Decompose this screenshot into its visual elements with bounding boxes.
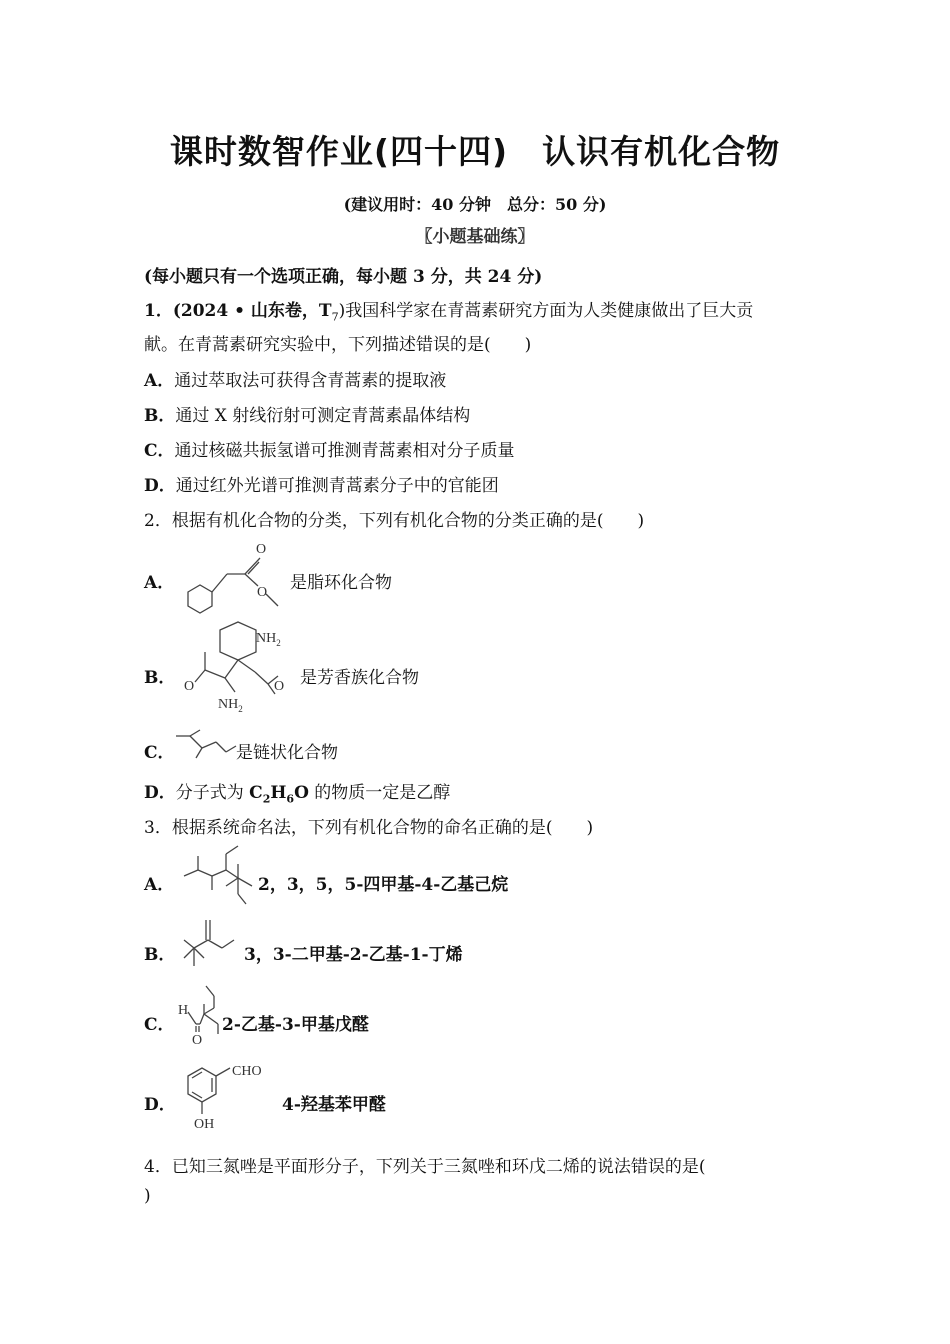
- q3-b-structure: [180, 918, 242, 972]
- q4-stem-end: ): [144, 1186, 151, 1206]
- q3-c-label: C．: [144, 1015, 175, 1035]
- q1-option-d: D．通过红外光谱可推测青蒿素分子中的官能团: [144, 476, 499, 496]
- section-heading: 〖小题基础练〗: [415, 227, 535, 247]
- q2-b-atom-o-left: O: [184, 679, 195, 694]
- q2-c-label: C．: [144, 743, 175, 763]
- q3-d-text: 4-羟基苯甲醛: [282, 1095, 386, 1115]
- q2-b-nh2-top: $NH_2$: [256, 631, 281, 648]
- q3-b-label: B．: [144, 945, 176, 965]
- q3-a-label: A．: [144, 875, 175, 895]
- q1-option-a: A．通过萃取法可获得含青蒿素的提取液: [144, 371, 447, 391]
- q2-a-structure: [180, 536, 290, 616]
- q2-b-label: B．: [144, 668, 176, 688]
- instruction: (每小题只有一个选项正确，每小题 3 分，共 24 分): [144, 267, 543, 287]
- q2-b-atom-o-right: O: [274, 679, 285, 694]
- q4-stem: 4．已知三氮唑是平面形分子，下列关于三氮唑和环戊二烯的说法错误的是(: [144, 1157, 706, 1177]
- q2-a-atom-o1: O: [256, 542, 267, 557]
- q2-b-text: 是芳香族化合物: [300, 668, 419, 688]
- q3-d-structure: [180, 1056, 280, 1134]
- q3-c-atom-o: O: [192, 1033, 203, 1046]
- q3-stem: 3．根据系统命名法，下列有机化合物的命名正确的是( ): [144, 818, 594, 838]
- q3-a-text: 2，3，5，5-四甲基-4-乙基己烷: [258, 875, 509, 895]
- q2-a-label: A．: [144, 573, 175, 593]
- q2-c-structure: [172, 728, 238, 762]
- q1-stem-line2: 献。在青蒿素研究实验中，下列描述错误的是( ): [144, 335, 532, 355]
- q1-option-b: B．通过 X 射线衍射可测定青蒿素晶体结构: [144, 406, 471, 426]
- page-title: 课时数智作业(四十四) 认识有机化合物: [169, 132, 781, 171]
- q3-c-text: 2-乙基-3-甲基戊醛: [222, 1015, 369, 1035]
- q2-a-text: 是脂环化合物: [290, 573, 392, 593]
- q3-c-structure: [176, 982, 226, 1046]
- q3-c-atom-h: H: [178, 1003, 189, 1018]
- q2-b-structure: [180, 620, 300, 715]
- q2-b-nh2-bottom: $NH_2$: [218, 697, 243, 714]
- q3-d-oh: OH: [194, 1117, 215, 1132]
- q3-a-structure: [180, 842, 256, 908]
- q3-d-cho: CHO: [232, 1064, 262, 1079]
- q2-stem: 2．根据有机化合物的分类，下列有机化合物的分类正确的是( ): [144, 511, 645, 531]
- q2-c-text: 是链状化合物: [236, 743, 338, 763]
- page-subtitle: (建议用时：40 分钟 总分：50 分): [343, 195, 607, 214]
- q2-a-atom-o2: O: [257, 585, 268, 600]
- q1-option-c: C．通过核磁共振氢谱可推测青蒿素相对分子质量: [144, 441, 515, 461]
- q3-b-text: 3，3-二甲基-2-乙基-1-丁烯: [244, 945, 463, 965]
- q1-stem-line1: 1．(2024 • 山东卷，$T_7$)我国科学家在青蒿素研究方面为人类健康做出了巨大贡: [144, 301, 754, 324]
- q2-option-d: D．分子式为 $C_2H_6O$ 的物质一定是乙醇: [144, 783, 451, 806]
- q3-d-label: D．: [144, 1095, 176, 1115]
